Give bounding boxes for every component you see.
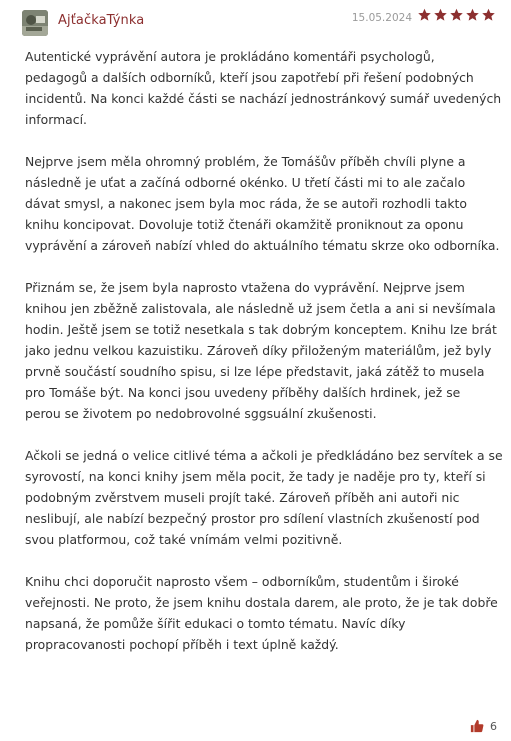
- review-header: [22, 8, 500, 36]
- star-icon: [449, 7, 464, 23]
- review-date: 15.05.2024: [351, 12, 412, 24]
- review-paragraph: Nejprve jsem měla ohromný problém, že Tomášův příběh chvíli plyne a následně je uťat a začíná odborné okénko. U třetí části mi to ale začalo dávat smysl, a nakonec jsem byla moc ráda, že se autoři rozhodli takto knihu koncipovat. Dovoluje totiž čtenáři okamžitě proniknout za oponu vyprávění a zároveň nabízí vhled do aktuálního tématu skrze oko odborníka.: [25, 154, 500, 253]
- star-icon: [481, 7, 496, 23]
- like-button[interactable]: [470, 719, 497, 733]
- thumbs-up-icon[interactable]: [470, 719, 484, 733]
- avatar-image: [22, 10, 48, 36]
- star-icon: [433, 7, 448, 23]
- author-name[interactable]: AjťačkaTýnka: [58, 13, 145, 28]
- review-paragraph: Ačkoli se jedná o velice citlivé téma a ačkoli je předkládáno bez servítek a se syrovostí, na konci knihy jsem měla pocit, že tady je naděje pro ty, kteří si podobným zvěrstvem museli projít také. Zároveň příběh ani autoři nic neslibují, ale nabízí bezpečný prostor pro sdílení vlastních zkušeností pod svou platformou, což také vnímám velmi pozitivně.: [25, 448, 503, 547]
- like-count: 6: [490, 719, 497, 733]
- star-icon: [417, 7, 432, 23]
- review-text: [25, 46, 503, 676]
- rating-stars: [417, 7, 496, 27]
- avatar[interactable]: [22, 10, 48, 36]
- review-paragraph: Knihu chci doporučit naprosto všem – odborníkům, studentům i široké veřejnosti. Ne proto, že jsem knihu dostala darem, ale proto, že je tak dobře napsaná, že pomůže šířit edukaci o tomto tématu. Navíc díky propracovanosti pochopí příběh i text úplně každý.: [25, 574, 498, 652]
- review-paragraph: Přiznám se, že jsem byla naprosto vtažena do vyprávění. Nejprve jsem knihou jen zběžně zalistovala, ale následně už jsem četla a ani si nevšímala hodin. Ještě jsem se totiž nesetkala s tak dobrým konceptem. Knihu lze brát jako jednu velkou kazuistiku. Zároveň díky přiloženým materiálům, jež byly prvně součástí soudního spisu, si lze lépe představit, jaká zátěž to musela pro Tomáše být. Na konci jsou uvedeny příběhy dalších hrdinek, jež se perou se životem po nedobrovolné sggsuální zkušenosti.: [25, 280, 497, 421]
- review-paragraph: Autentické vyprávění autora je prokládáno komentáři psychologů, pedagogů a dalších odborníků, kteří jsou zapotřebí při řešení podobných incidentů. Na konci každé části se nachází jednostránkový sumář uvedených informací.: [25, 49, 502, 127]
- star-icon: [465, 7, 480, 23]
